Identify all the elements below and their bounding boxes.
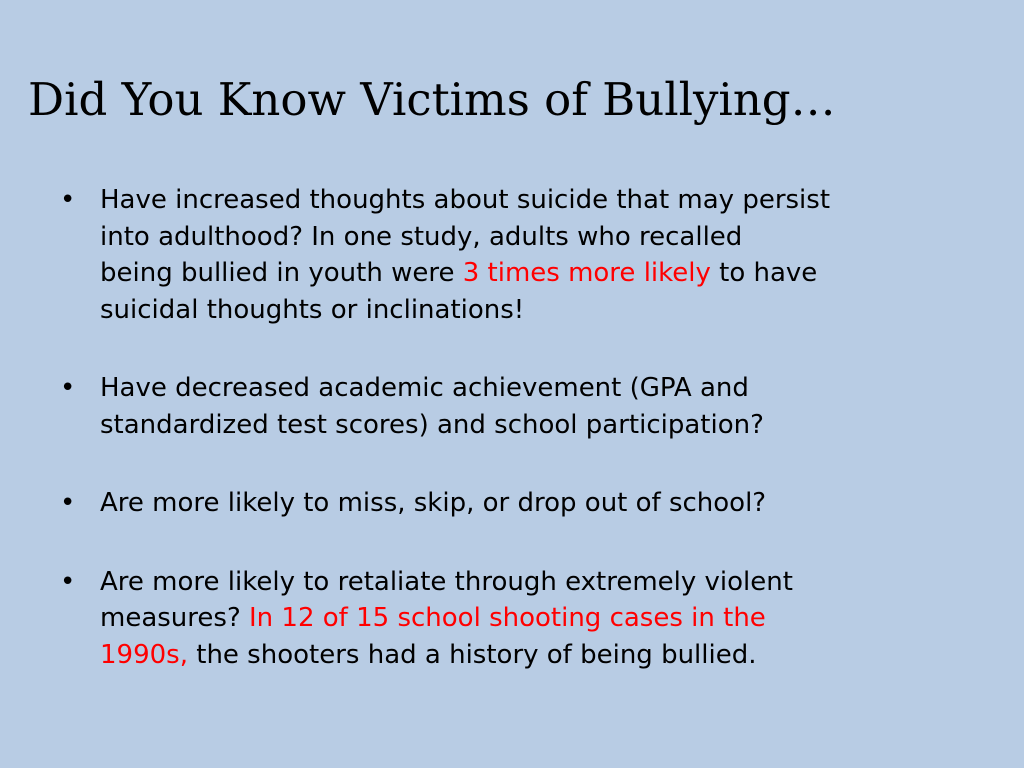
bullet-text: being bullied in youth were [100, 258, 463, 288]
bullet-text: standardized test scores) and school participation? [100, 409, 764, 440]
bullet-text-line [100, 603, 766, 633]
bullet-text: measures? [100, 603, 250, 633]
bullet-retaliate [58, 564, 978, 674]
bullet-suicide-thoughts [58, 182, 978, 328]
bullet-text: Have increased thoughts about suicide that may persist [100, 185, 831, 215]
bullet-text-line [100, 640, 757, 670]
bullet-text: into adulthood? In one study, adults who recalled [100, 221, 743, 252]
highlight-statistic: In 12 of 15 school shooting cases in the [249, 603, 766, 633]
bullet-miss-school [58, 485, 978, 522]
bullet-academic-achievement [58, 370, 978, 443]
bullet-text: to have [710, 258, 818, 288]
bullet-text: suicidal thoughts or inclinations! [100, 294, 525, 325]
bullet-text: Are more likely to miss, skip, or drop out of school? [100, 488, 767, 518]
highlight-statistic: 3 times more likely [462, 258, 711, 288]
bullet-list [58, 182, 978, 673]
bullet-text: Are more likely to retaliate through extremely violent [100, 566, 793, 597]
bullet-text-line [100, 258, 817, 288]
bullet-text: the shooters had a history of being bullied. [187, 639, 757, 670]
slide-title: Did You Know Victims of Bullying… [28, 73, 836, 126]
highlight-statistic: 1990s, [100, 639, 188, 670]
bullet-text: Have decreased academic achievement (GPA and [100, 373, 749, 403]
